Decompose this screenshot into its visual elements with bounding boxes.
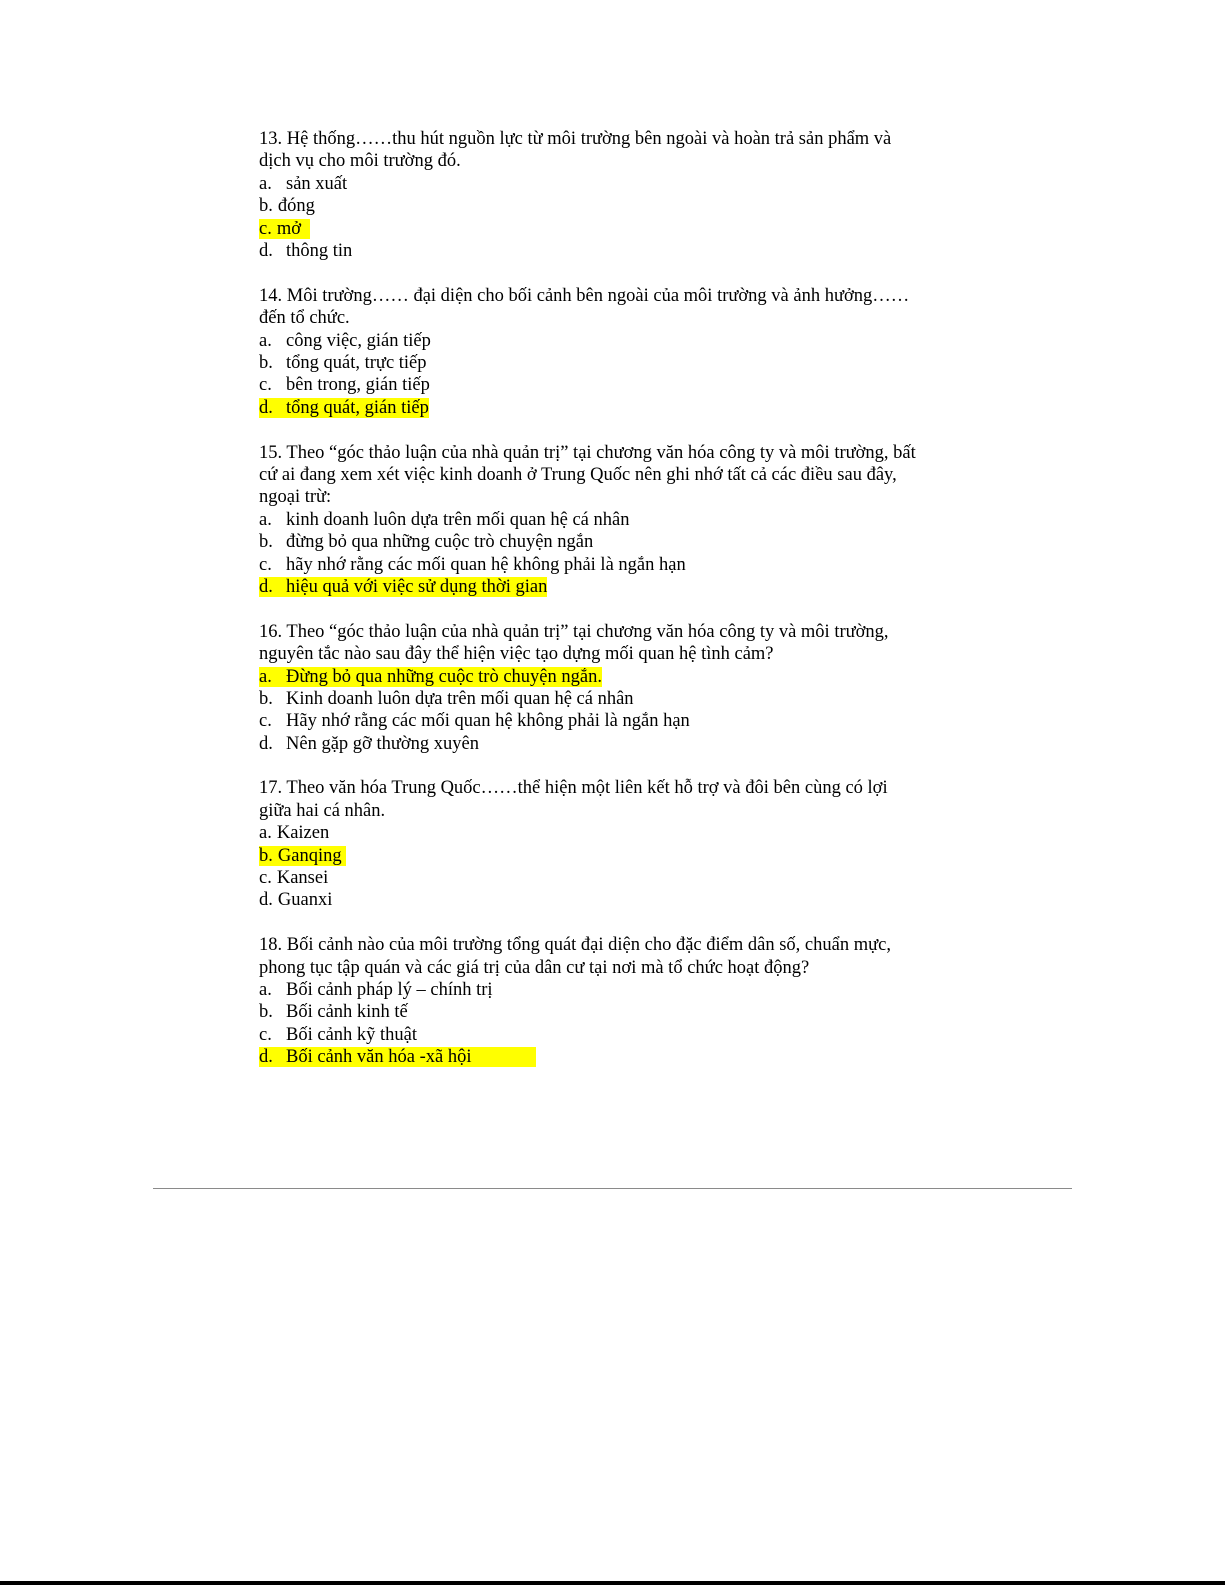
option-b-correct	[259, 845, 979, 867]
question-text-line: 15. Theo “góc thảo luận của nhà quản trị” tại chương văn hóa công ty và môi trường, bất	[259, 442, 916, 463]
option-text: đừng bỏ qua những cuộc trò chuyện ngắn	[286, 532, 594, 553]
option-text: Bối cảnh văn hóa -xã hội	[286, 1047, 472, 1068]
question-16	[259, 621, 979, 755]
option-b	[259, 531, 979, 553]
question-text-line: ngoại trừ:	[259, 487, 332, 508]
option-text: thông tin	[286, 240, 353, 261]
option-letter: c.	[259, 868, 272, 889]
option-text: hiệu quả với việc sử dụng thời gian	[286, 576, 548, 597]
highlighted-answer	[259, 667, 602, 687]
question-text-line: dịch vụ cho môi trường đó.	[259, 151, 461, 172]
option-letter: c.	[259, 554, 272, 575]
question-text-line: 18. Bối cảnh nào của môi trường tổng quát đại diện cho đặc điểm dân số, chuẩn mực,	[259, 935, 891, 956]
option-c-correct	[259, 218, 979, 240]
option-text: công việc, gián tiếp	[286, 330, 431, 351]
option-text: mở	[276, 218, 302, 239]
option-text: Ganqing	[277, 845, 342, 866]
option-letter: b.	[259, 532, 273, 553]
question-15	[259, 442, 979, 599]
option-text: kinh doanh luôn dựa trên mối quan hệ cá nhân	[286, 509, 630, 530]
option-letter: a.	[259, 173, 272, 194]
option-letter: d.	[259, 397, 273, 418]
option-d-correct	[259, 1046, 979, 1068]
highlighted-answer	[259, 219, 310, 239]
question-18	[259, 934, 979, 1068]
question-17	[259, 777, 979, 911]
highlighted-answer	[259, 846, 346, 866]
option-text: Nên gặp gỡ thường xuyên	[286, 733, 479, 754]
option-letter: a.	[259, 509, 272, 530]
option-a	[259, 979, 979, 1001]
option-b	[259, 195, 979, 217]
option-d-correct	[259, 576, 979, 598]
option-letter: c.	[259, 218, 272, 239]
option-text: Guanxi	[277, 890, 333, 911]
option-letter: a.	[259, 330, 272, 351]
option-d	[259, 889, 979, 911]
option-a	[259, 509, 979, 531]
option-c	[259, 710, 979, 732]
option-b	[259, 352, 979, 374]
option-letter: a.	[259, 666, 272, 687]
option-letter: b.	[259, 196, 273, 217]
question-text-line: 16. Theo “góc thảo luận của nhà quản trị” tại chương văn hóa công ty và môi trường,	[259, 621, 889, 642]
option-letter: d.	[259, 890, 273, 911]
option-text: Bối cảnh kỹ thuật	[286, 1024, 418, 1045]
question-text-line: phong tục tập quán và các giá trị của dân cư tại nơi mà tổ chức hoạt động?	[259, 957, 810, 978]
question-13	[259, 128, 979, 262]
option-d-correct	[259, 397, 979, 419]
option-text: đóng	[277, 196, 315, 217]
option-letter: b.	[259, 688, 273, 709]
option-letter: d.	[259, 576, 273, 597]
option-text: bên trong, gián tiếp	[286, 375, 430, 396]
option-text: Bối cảnh pháp lý – chính trị	[286, 980, 493, 1001]
question-text-line: cứ ai đang xem xét việc kinh doanh ở Trung Quốc nên ghi nhớ tất cả các điều sau đây,	[259, 464, 897, 485]
question-text-line: đến tổ chức.	[259, 308, 350, 329]
question-text-line: 17. Theo văn hóa Trung Quốc……thể hiện một liên kết hỗ trợ và đôi bên cùng có lợi	[259, 778, 888, 799]
option-letter: d.	[259, 240, 273, 261]
option-text: hãy nhớ rằng các mối quan hệ không phải là ngắn hạn	[286, 554, 686, 575]
option-a	[259, 822, 979, 844]
option-text: tổng quát, trực tiếp	[286, 352, 427, 373]
option-text: Kaizen	[276, 823, 330, 844]
option-letter: c.	[259, 375, 272, 396]
option-letter: b.	[259, 845, 273, 866]
option-letter: b.	[259, 352, 273, 373]
option-a-correct	[259, 666, 979, 688]
option-letter: d.	[259, 733, 273, 754]
question-14	[259, 285, 979, 419]
page-divider	[153, 1188, 1072, 1189]
option-letter: d.	[259, 1047, 273, 1068]
option-text: Kinh doanh luôn dựa trên mối quan hệ cá nhân	[286, 688, 634, 709]
option-text: Đừng bỏ qua những cuộc trò chuyện ngắn.	[286, 666, 602, 687]
highlighted-answer	[259, 1047, 536, 1067]
option-text: Kansei	[276, 868, 329, 889]
option-text: tổng quát, gián tiếp	[286, 397, 429, 418]
option-b	[259, 1001, 979, 1023]
option-text: Hãy nhớ rằng các mối quan hệ không phải là ngắn hạn	[286, 711, 690, 732]
question-text-line: 13. Hệ thống……thu hút nguồn lực từ môi trường bên ngoài và hoàn trả sản phẩm và	[259, 129, 892, 149]
option-d	[259, 733, 979, 755]
option-c	[259, 554, 979, 576]
option-d	[259, 240, 979, 262]
option-c	[259, 1024, 979, 1046]
highlighted-answer	[259, 577, 547, 597]
option-letter: a.	[259, 823, 272, 844]
document-body	[259, 128, 979, 1091]
option-letter: b.	[259, 1002, 273, 1023]
highlighted-answer	[259, 398, 429, 418]
option-b	[259, 688, 979, 710]
option-letter: a.	[259, 980, 272, 1001]
option-letter: c.	[259, 1024, 272, 1045]
question-text-line: nguyên tắc nào sau đây thể hiện việc tạo dựng mối quan hệ tình cảm?	[259, 644, 774, 665]
page-bottom-edge	[0, 1581, 1225, 1585]
question-text-line: giữa hai cá nhân.	[259, 800, 386, 821]
question-text-line: 14. Môi trường…… đại diện cho bối cảnh bên ngoài của môi trường và ảnh hưởng……	[259, 285, 910, 306]
option-a	[259, 330, 979, 352]
option-c	[259, 867, 979, 889]
option-letter: c.	[259, 711, 272, 732]
option-a	[259, 173, 979, 195]
option-text: sản xuất	[286, 173, 348, 194]
option-c	[259, 374, 979, 396]
option-text: Bối cảnh kinh tế	[286, 1002, 408, 1023]
